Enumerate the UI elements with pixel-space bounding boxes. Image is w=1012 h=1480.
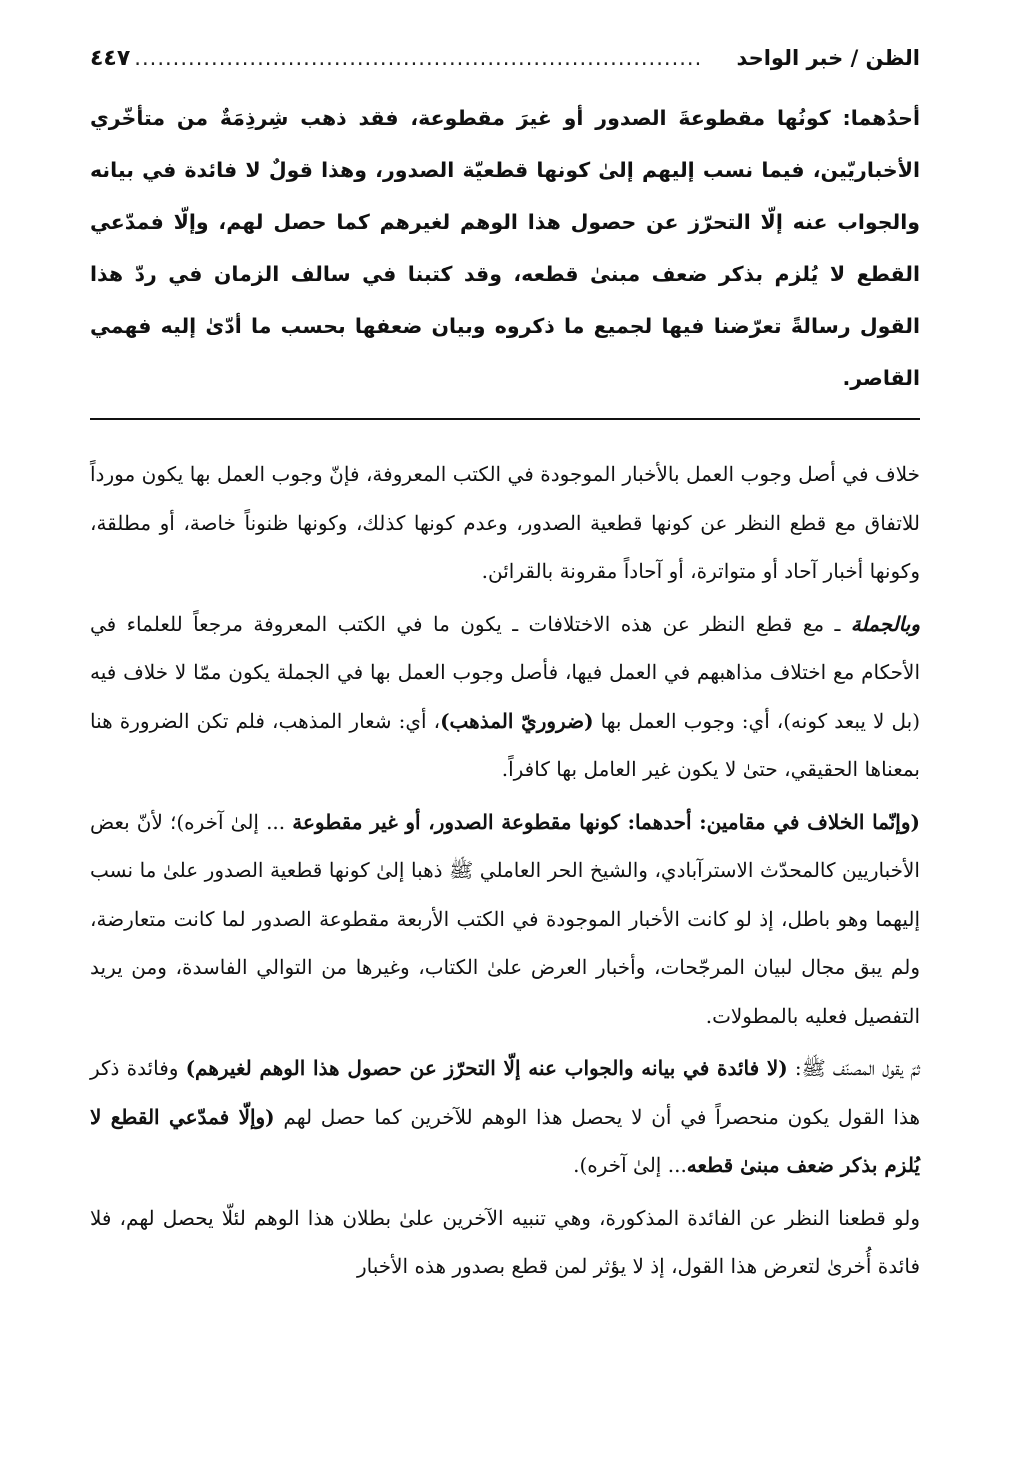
source-text-block [90, 92, 920, 404]
quoted-phrase: (لا فائدة في بيانه والجواب عنه إلّا التحرّز عن حصول هذا الوهم لغيرهم) [185, 1056, 788, 1080]
quoted-phrase: (وإنّما الخلاف في مقامين: أحدهما: كونها مقطوعة الصدور، أو غير مقطوعة [292, 809, 920, 834]
commentary-block [90, 450, 920, 1291]
commentary-paragraph-2 [90, 600, 920, 794]
text-run: وفائدة ذكر هذا القول يكون منحصراً في أن لا يحصل هذا الوهم للآخرين كما حصل لهم [90, 1056, 921, 1129]
text-run: ثمّ يقول المصنّف ﷺ: [787, 1056, 920, 1080]
source-text-paragraph: أحدُهما: كونُها مقطوعةَ الصدور أو غيرَ مقطوعة، فقد ذهب شِرذِمَةٌ من متأخّري الأخباريّين، فيما نسب إليهم إلىٰ كونها قطعيّة الصدور، وهذا قولٌ لا فائدة في بيانه والجواب عنه إلّا التحرّز عن حصول هذا الوهم لغيرهم كما حصل لهم، وإلّا فمدّعي القطع لا يُلزم بذكر ضعف مبنىٰ قطعه، وقد كتبنا في سالف الزمان في ردّ هذا القول رسالةً تعرّضنا فيها لجميع ما ذكروه وبيان ضعفها بحسب ما أدّىٰ إليه فهمي القاصر. [90, 106, 920, 390]
page-number: ٤٤٧ [90, 46, 131, 71]
commentary-paragraph-1: خلاف في أصل وجوب العمل بالأخبار الموجودة في الكتب المعروفة، فإنّ وجوب العمل بها يكون مورداً للاتفاق مع قطع النظر عن كونها قطعية الصدور، وعدم كونها كذلك، وكونها ظنوناً خاصة، أو مطلقة، وكونها أخبار آحاد أو متواترة، أو آحاداً مقرونة بالقرائن. [90, 462, 920, 583]
dot-leader: .......................................................................... [134, 46, 703, 70]
book-page [90, 36, 920, 1295]
running-title: الظن / خبر الواحد [736, 46, 920, 70]
text-run: ، أي: شعار المذهب، فلم تكن الضرورة هنا بمعناها الحقيقي، حتىٰ لا يكون غير العامل بها كافراً. [90, 708, 920, 781]
commentary-paragraph-5: ولو قطعنا النظر عن الفائدة المذكورة، وهي تنبيه الآخرين علىٰ بطلان هذا الوهم لئلّا يحصل لهم، فلا فائدة أُخرىٰ لتعرض هذا القول، إذ لا يؤثر لمن قطع بصدور هذه الأخبار [90, 1205, 920, 1278]
commentary-paragraph-4 [90, 1044, 920, 1190]
paragraph-lead-phrase: وبالجملة [850, 611, 920, 636]
running-header [90, 36, 920, 80]
text-run: ... إلىٰ آخره). [573, 1153, 687, 1177]
section-divider [90, 418, 920, 420]
commentary-paragraph-3 [90, 798, 920, 1041]
quoted-phrase: (ضروريّ المذهب) [440, 708, 594, 733]
quoted-phrase: (وإلّا فمدّعي القطع لا يُلزم بذكر ضعف مبنىٰ قطعه [90, 1104, 920, 1177]
text-run: ـ مع قطع النظر عن هذه الاختلافات ـ يكون ما في الكتب المعروفة مرجعاً للعلماء في الأحكام مع اختلاف مذاهبهم في العمل فيها، فأصل وجوب العمل بها في الجملة يكون ممّا لا خلاف فيه (بل لا يبعد كونه)، أي: وجوب العمل بها [90, 611, 921, 733]
text-run: ... إلىٰ آخره)؛ لأنّ بعض الأخباريين كالمحدّث الاسترآبادي، والشيخ الحر العاملي ﷺ ذهبا إلىٰ كونها قطعية الصدور علىٰ ما نسب إليهما وهو باطل، إذ لو كانت الأخبار الموجودة في الكتب الأربعة مقطوعة الصدور لما كانت متعارضة، ولم يبق مجال لبيان المرجّحات، وأخبار العرض علىٰ الكتاب، وغيرها من التوالي الفاسدة، ومن يريد التفصيل فعليه بالمطولات. [90, 809, 920, 1028]
